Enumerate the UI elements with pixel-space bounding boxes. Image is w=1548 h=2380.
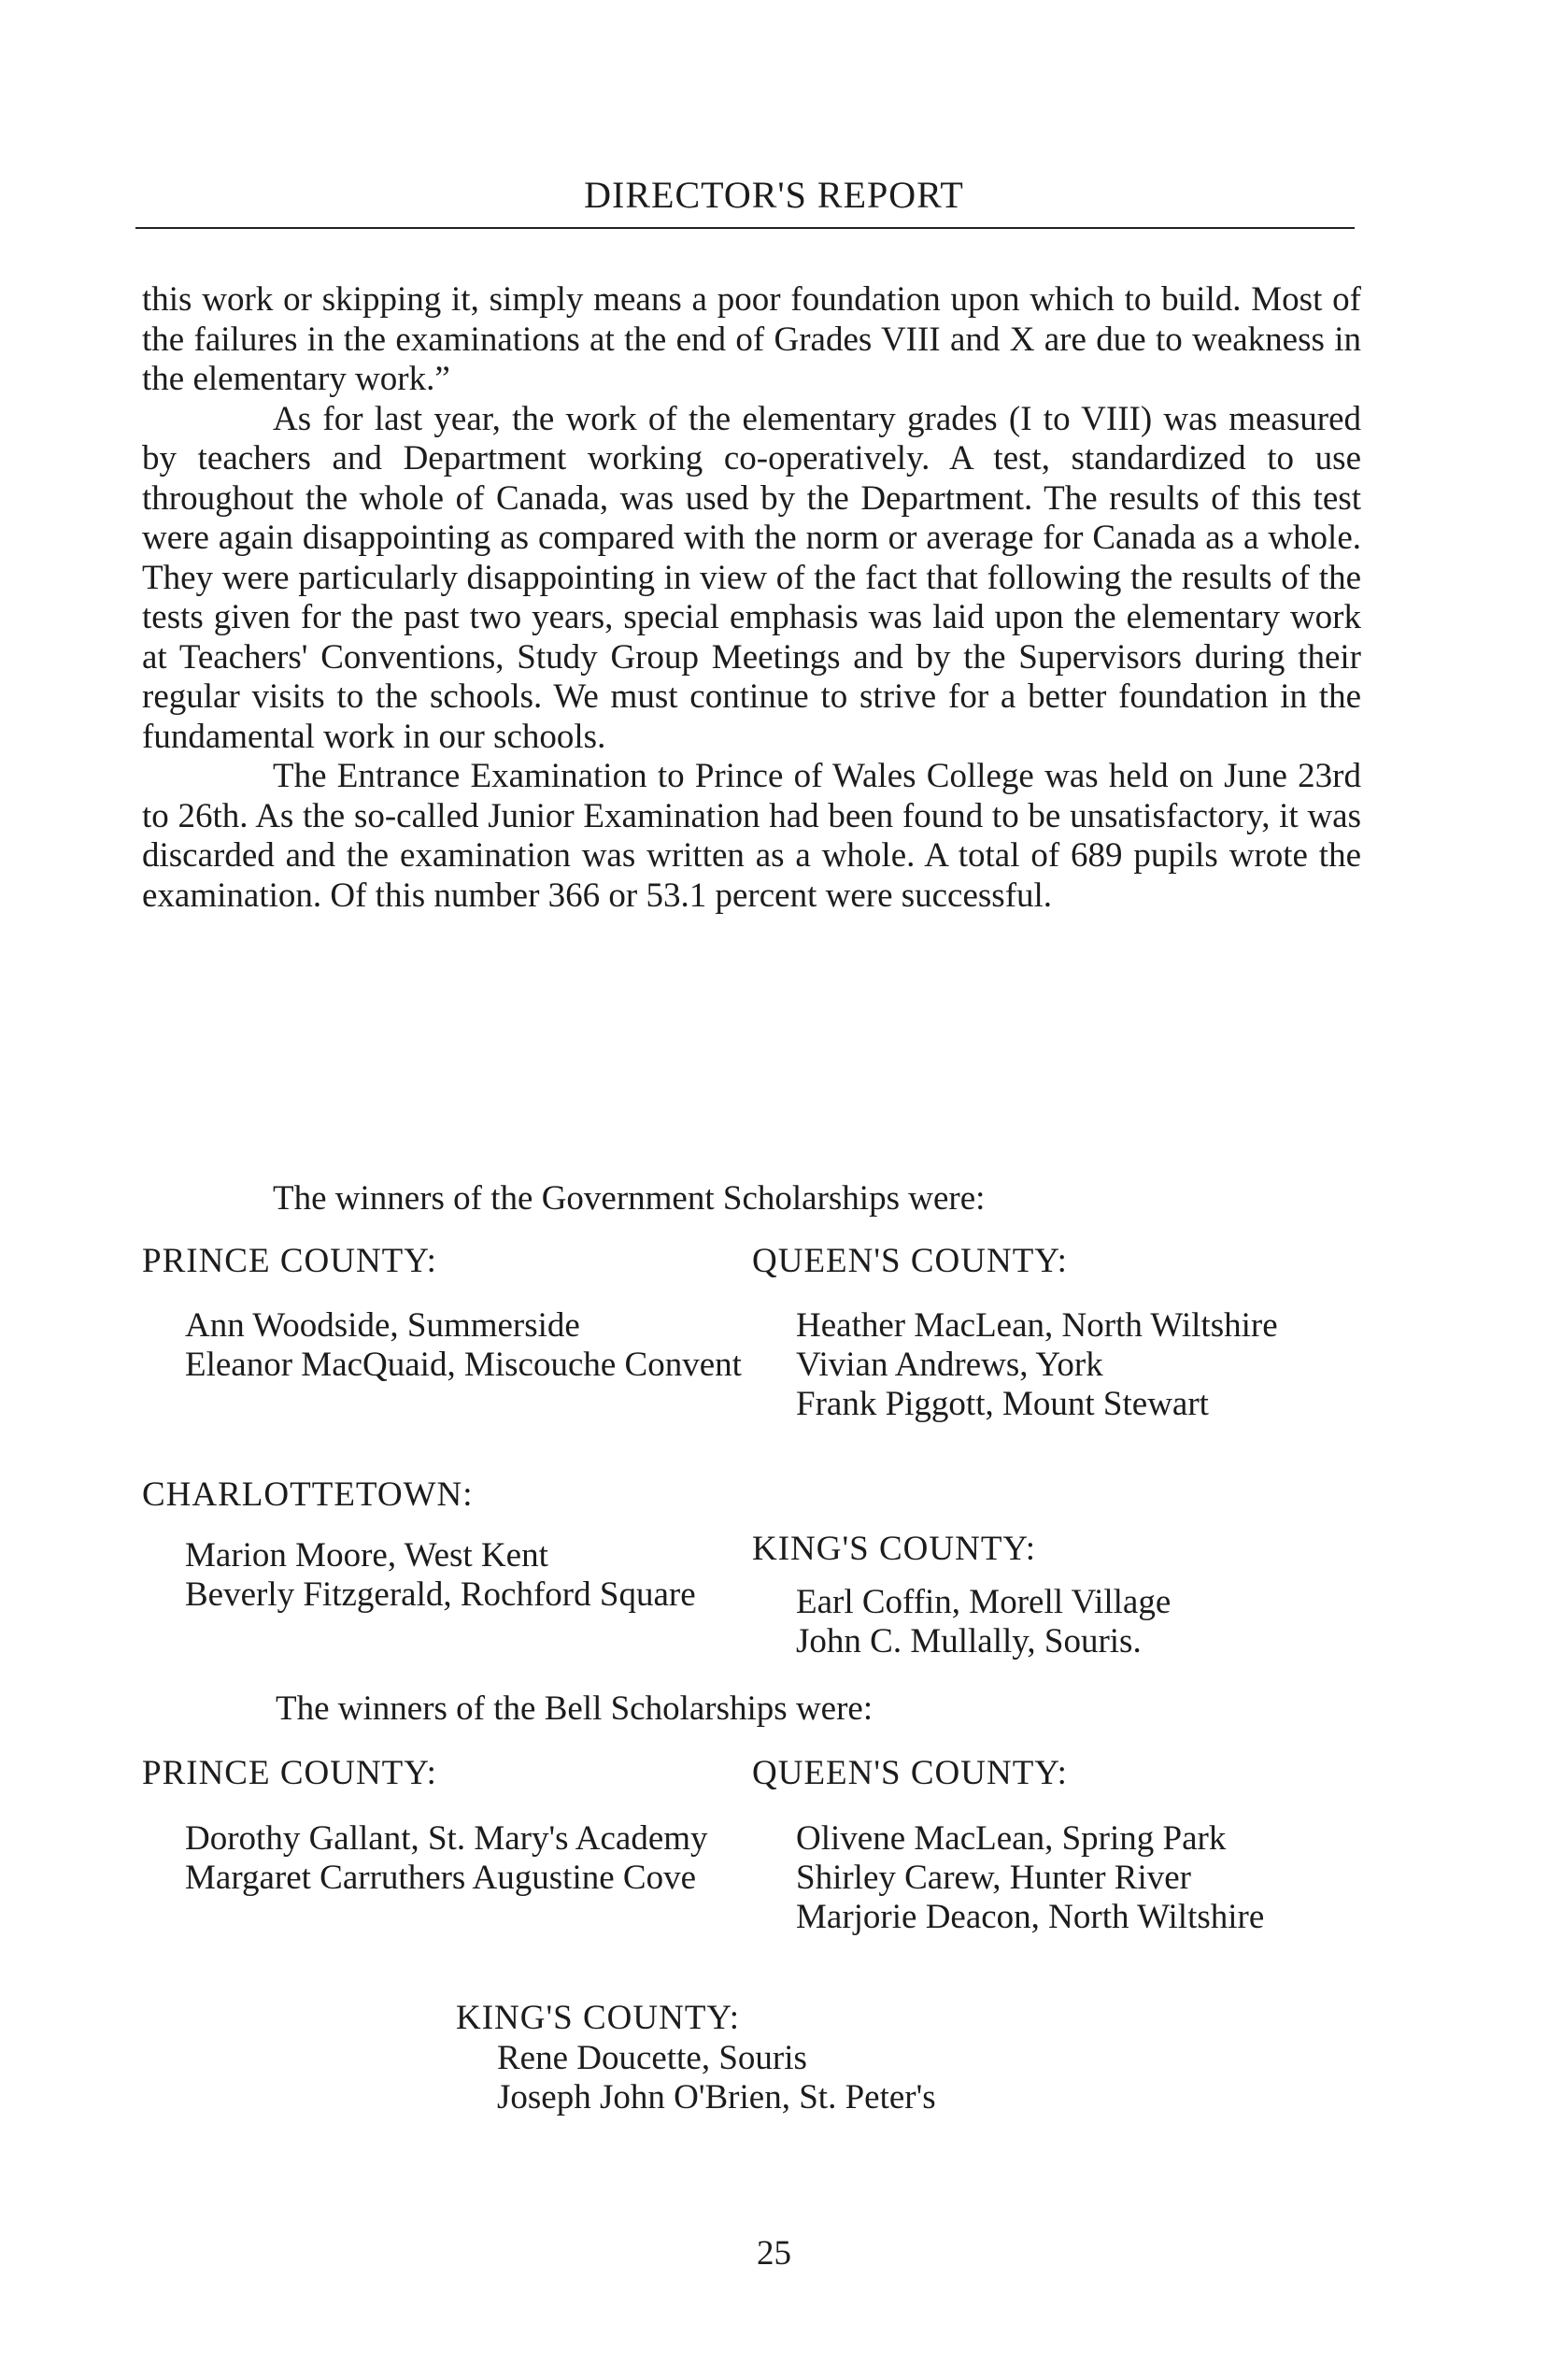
list-item: Earl Coffin, Morell Village — [796, 1583, 1172, 1621]
paragraph-1: this work or skipping it, simply means a poor foundation upon which to build. Most of the failures in the examinations at the end of Grades VIII and X are due to weakness in the elementary work.” — [142, 280, 1361, 398]
gov-queens-heading: QUEEN'S COUNTY: — [752, 1242, 1068, 1280]
list-item: Heather MacLean, North Wiltshire — [796, 1306, 1278, 1345]
bell-prince-names — [185, 1819, 764, 1898]
list-item: Marion Moore, West Kent — [185, 1536, 548, 1575]
gov-queens-names — [796, 1306, 1375, 1424]
list-item: Shirley Carew, Hunter River — [796, 1859, 1191, 1897]
list-item: Rene Doucette, Souris — [497, 2039, 807, 2077]
bell-queens-names — [796, 1819, 1375, 1937]
list-item: John C. Mullally, Souris. — [796, 1622, 1142, 1660]
header-rule — [135, 227, 1355, 229]
list-item: Dorothy Gallant, St. Mary's Academy — [185, 1819, 708, 1858]
list-item: Eleanor MacQuaid, Miscouche Convent — [185, 1346, 742, 1384]
body-text — [142, 280, 1361, 916]
gov-charlottetown-heading: CHARLOTTETOWN: — [142, 1475, 474, 1514]
gov-prince-heading: PRINCE COUNTY: — [142, 1242, 437, 1280]
list-item: Marjorie Deacon, North Wiltshire — [796, 1898, 1265, 1936]
bell-intro: The winners of the Bell Scholarships were: — [276, 1689, 873, 1728]
list-item: Joseph John O'Brien, St. Peter's — [497, 2078, 936, 2116]
gov-kings-heading: KING'S COUNTY: — [752, 1530, 1037, 1568]
paragraph-3: The Entrance Examination to Prince of Wales College was held on June 23rd to 26th. As the so-called Junior Examination had been found to be unsatisfactory, it was discarded and the examination was written as a whole. A total of 689 pupils wrote the examination. Of this number 366 or 53.1 percent were successful. — [142, 757, 1361, 915]
page-number: 25 — [757, 2234, 791, 2273]
list-item: Beverly Fitzgerald, Rochford Square — [185, 1575, 696, 1614]
gov-prince-names — [185, 1306, 783, 1385]
gov-charlottetown-names — [185, 1536, 783, 1615]
list-item: Frank Piggott, Mount Stewart — [796, 1385, 1209, 1423]
list-item: Margaret Carruthers Augustine Cove — [185, 1859, 696, 1897]
list-item: Ann Woodside, Summerside — [185, 1306, 580, 1345]
bell-prince-heading: PRINCE COUNTY: — [142, 1754, 437, 1792]
gov-kings-names — [796, 1583, 1375, 1661]
bell-queens-heading: QUEEN'S COUNTY: — [752, 1754, 1068, 1792]
government-intro: The winners of the Government Scholarships were: — [273, 1179, 986, 1218]
paragraph-2: As for last year, the work of the elementary grades (I to VIII) was measured by teachers and Department working co-operatively. A test, standardized to use throughout the whole of Canada, was used by the Department. The results of this test were again disappointing as compared with the norm or average for Canada as a whole. They were particularly disappointing in view of the fact that following the results of the tests given for the past two years, special emphasis was laid upon the elementary work at Teachers' Conventions, Study Group Meetings and by the Supervisors during their regular visits to the schools. We must continue to strive for a better foundation in the fundamental work in our schools. — [142, 399, 1361, 756]
list-item: Olivene MacLean, Spring Park — [796, 1819, 1227, 1858]
bell-kings-heading: KING'S COUNTY: — [456, 1999, 741, 2037]
bell-kings-names — [497, 2039, 1020, 2117]
running-head: DIRECTOR'S REPORT — [584, 174, 964, 216]
list-item: Vivian Andrews, York — [796, 1346, 1103, 1384]
